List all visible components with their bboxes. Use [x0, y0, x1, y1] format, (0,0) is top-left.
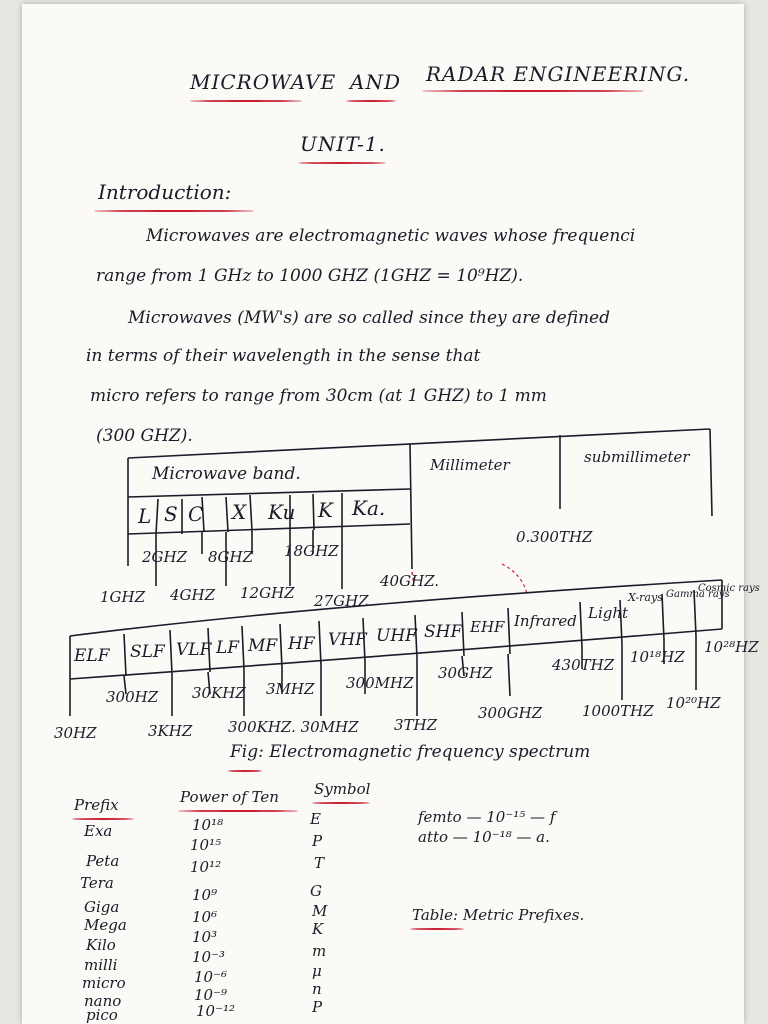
prefix-symbol: K [312, 920, 324, 938]
band-S: S [164, 502, 178, 526]
caption-underline [228, 770, 262, 772]
prefix-name: Exa [84, 822, 113, 840]
band-K: K [318, 498, 333, 522]
section-underline [94, 210, 254, 212]
freq-3khz: 3KHZ [148, 722, 193, 740]
title-microwave: MICROWAVE [190, 70, 337, 94]
spectrum-infrared: Infrared [514, 612, 577, 630]
title-underline-3 [422, 90, 644, 92]
prefix-name: Tera [80, 874, 114, 892]
band-Ku: Ku [268, 500, 296, 524]
unit-underline [298, 162, 386, 164]
freq-1000thz: 1000THZ [582, 702, 654, 720]
unit-heading: UNIT-1. [300, 132, 386, 156]
prefix-symbol: P [312, 832, 323, 850]
prefix-name: micro [82, 974, 126, 992]
prefix-name: pico [86, 1006, 118, 1024]
col-head-prefix: Prefix [74, 796, 119, 814]
spectrum-SHF: SHF [424, 622, 463, 642]
para2-line1: Microwaves (MW's) are so called since they are defined [128, 308, 610, 328]
col-head-prefix-underline [72, 818, 134, 820]
freq-18ghz: 18GHZ [284, 542, 339, 560]
prefix-power: 10¹⁵ [190, 836, 222, 854]
prefix-symbol: n [312, 980, 322, 998]
freq-300mhz: 300MHZ [346, 674, 414, 692]
freq-40ghz: 40GHZ. [380, 572, 440, 590]
spectrum-VLF: VLF [176, 640, 212, 660]
prefix-power: 10³ [192, 928, 218, 946]
title-underline-2 [346, 100, 396, 102]
prefix-name: Kilo [86, 936, 116, 954]
prefix-symbol: μ [312, 962, 322, 980]
table-caption-underline [410, 928, 464, 930]
freq-300khz-30mhz: 300KHZ. 30MHZ [228, 718, 359, 736]
para2-line2: in terms of their wavelength in the sense that [86, 346, 481, 366]
spectrum-HF: HF [288, 634, 315, 654]
spectrum-MF: MF [248, 636, 278, 656]
title-and: AND [350, 70, 401, 94]
freq-2ghz: 2GHZ [142, 548, 188, 566]
freq-430thz: 430THZ [552, 656, 615, 674]
col-head-symbol-underline [312, 802, 370, 804]
spectrum-ELF: ELF [74, 646, 110, 666]
band-Ka: Ka. [352, 496, 386, 520]
col-head-symbol: Symbol [314, 780, 371, 798]
prefix-symbol: P [312, 998, 323, 1016]
band-table-header-microwave: Microwave band. [152, 464, 301, 484]
prefix-name: Giga [84, 898, 120, 916]
prefix-power: 10⁻³ [192, 948, 226, 966]
extra-prefix-atto: atto — 10⁻¹⁸ — a. [418, 828, 550, 846]
prefix-power: 10⁻⁶ [194, 968, 228, 986]
title-radar-engineering: RADAR ENGINEERING. [426, 62, 691, 86]
title-underline-1 [190, 100, 302, 102]
prefix-power: 10⁻⁹ [194, 986, 228, 1004]
band-table-header-submillimeter: submillimeter [584, 448, 690, 466]
freq-27ghz: 27GHZ [314, 592, 369, 610]
spectrum-LF: LF [216, 638, 240, 658]
prefix-symbol: G [310, 882, 322, 900]
freq-30khz: 30KHZ [192, 684, 246, 702]
prefix-symbol: E [310, 810, 321, 828]
prefix-name: milli [84, 956, 118, 974]
freq-3thz: 3THZ [394, 716, 438, 734]
spectrum-light: Light [588, 604, 629, 622]
band-table-300thz: 0.300THZ [516, 528, 593, 546]
spectrum-gamma: Gamma rays [666, 589, 730, 600]
band-L: L [138, 504, 152, 528]
freq-8ghz: 8GHZ [208, 548, 254, 566]
freq-300hz: 300HZ [106, 688, 159, 706]
prefix-symbol: m [312, 942, 327, 960]
para1-line2: range from 1 GHz to 1000 GHZ (1GHZ = 10⁹HZ). [96, 266, 524, 286]
prefix-power: 10⁻¹² [196, 1002, 236, 1020]
freq-10-20hz: 10²⁰HZ [666, 694, 721, 712]
band-X: X [232, 500, 247, 524]
para2-line3: micro refers to range from 30cm (at 1 GHZ) to 1 mm [90, 386, 547, 406]
para1-line1: Microwaves are electromagnetic waves whose frequenci [146, 226, 636, 246]
spectrum-xrays: X-rays [628, 591, 663, 604]
para2-line4: (300 GHZ). [96, 426, 193, 446]
freq-12ghz: 12GHZ [240, 584, 295, 602]
freq-10-18hz: 10¹⁸HZ [630, 648, 685, 666]
prefix-power: 10¹⁸ [192, 816, 224, 834]
col-head-power: Power of Ten [180, 788, 279, 806]
freq-1ghz: 1GHZ [100, 588, 146, 606]
notebook-page [22, 4, 760, 1024]
spectrum-cosmic: Cosmic rays [698, 583, 760, 594]
prefix-name: Peta [86, 852, 120, 870]
spectrum-SLF: SLF [130, 642, 165, 662]
spectrum-EHF: EHF [470, 618, 505, 636]
spectrum-VHF: VHF [328, 630, 367, 650]
freq-4ghz: 4GHZ [170, 586, 216, 604]
freq-300ghz: 300GHZ [478, 704, 543, 722]
section-heading: Introduction: [98, 180, 232, 204]
band-table-header-millimeter: Millimeter [430, 456, 510, 474]
prefix-name: Mega [84, 916, 127, 934]
prefix-power: 10¹² [190, 858, 222, 876]
prefix-power: 10⁶ [192, 908, 218, 926]
col-head-power-underline [178, 810, 298, 812]
figure-caption: Fig: Electromagnetic frequency spectrum [230, 742, 591, 762]
freq-3mhz: 3MHZ [266, 680, 315, 698]
prefix-symbol: M [312, 902, 328, 920]
freq-30hz: 30HZ [54, 724, 97, 742]
band-C: C [188, 502, 204, 526]
prefix-name: nano [84, 992, 122, 1010]
spectrum-UHF: UHF [376, 626, 417, 646]
prefix-symbol: T [314, 854, 325, 872]
spectrum-table-lines [70, 580, 722, 716]
freq-10-28hz: 10²⁸HZ [704, 638, 759, 656]
prefix-power: 10⁹ [192, 886, 218, 904]
table-caption: Table: Metric Prefixes. [412, 906, 585, 924]
extra-prefix-femto: femto — 10⁻¹⁵ — f [418, 808, 556, 826]
freq-30ghz: 30GHZ [438, 664, 493, 682]
